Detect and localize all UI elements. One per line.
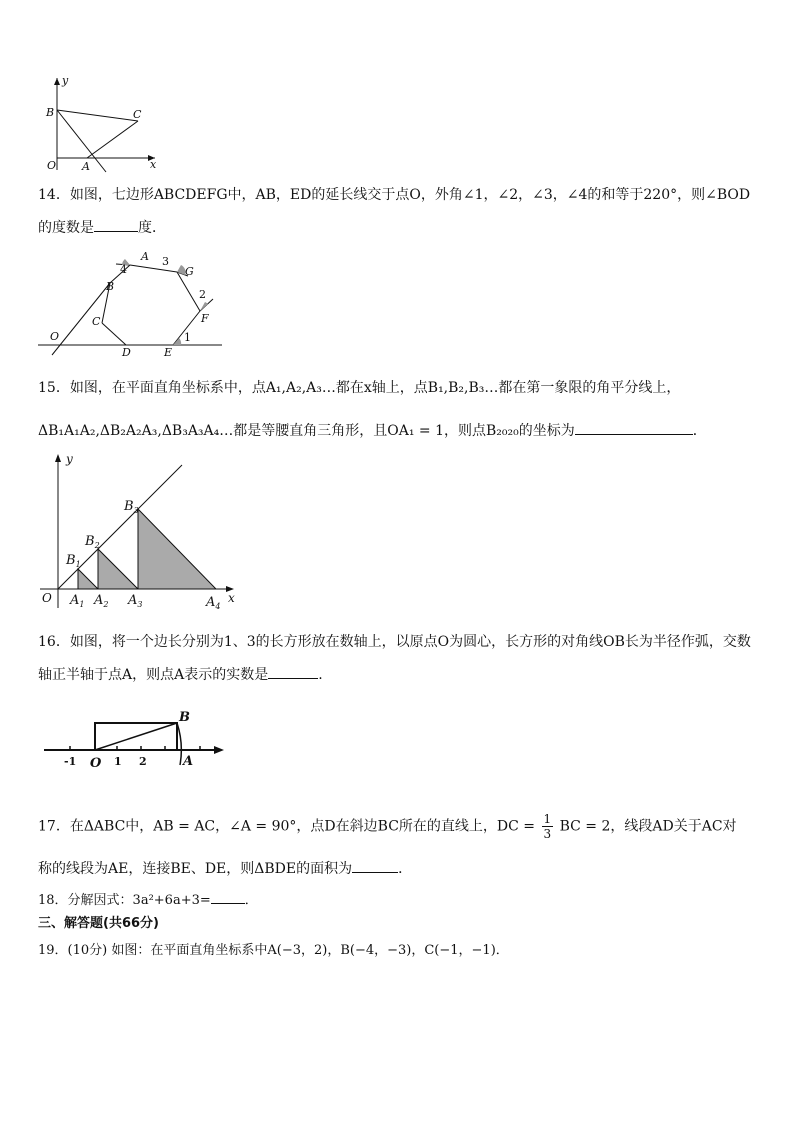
q19-line: 19．(10分) 如图：在平面直角坐标系中A(−3，2)，B(−4，−3)，C(−1，−1)． [38,943,509,958]
q14-line2 [38,217,166,238]
label-A: A [183,754,194,769]
label-O: O [42,591,52,605]
section-heading: 三、解答题(共66分) [38,916,159,931]
label-O: O [50,330,60,343]
label-1: 1 [184,331,191,344]
q16-line1: 16．如图，将一个边长分别为1、3的长方形放在数轴上，以原点O为圆心，长方形的对角线OB长为半径作弧，交数 [38,634,751,650]
label-C: C [133,108,142,121]
label-B: B [106,280,115,293]
q18-post: ． [244,893,258,908]
q16-line2-pre: 轴正半轴于点A，则点A表示的实数是 [38,667,269,683]
answer-blank-q18[interactable] [211,889,245,904]
q17-line2-pre: 称的线段为AE，连接BE、DE，则ΔBDE的面积为 [38,861,353,877]
label-C: C [92,315,101,328]
label-A4: $A_4$ [206,595,221,611]
answer-blank-q14[interactable] [94,217,138,232]
label-B: B [46,106,55,119]
q17-line2 [38,858,412,879]
q17-fraction [542,812,554,841]
figure-q16 [40,705,230,775]
figure-q15 [30,450,250,615]
label-y: y [66,452,73,466]
q16-line2 [38,664,323,685]
label-E: E [164,346,173,359]
q14-line1: 14．如图，七边形ABCDEFG中，AB，ED的延长线交于点O，外角∠1，∠2，∠3，∠4的和等于220°，则∠BOD [38,187,751,203]
q16-line2-post: . [318,667,323,683]
q17-pre: 17．在ΔABC中，AB = AC，∠A = 90°，点D在斜边BC所在的直线上，DC = [38,818,536,835]
q17-line1 [38,812,737,841]
label-4: 4 [120,263,127,276]
label-A2: $A_2$ [94,593,109,609]
q14-line2-pre: 的度数是 [38,220,94,236]
label-x: x [150,158,157,171]
q17-post: BC = 2，线段AD关于AC对 [559,818,737,835]
q15-line2-post: ． [692,423,707,439]
fraction-numerator: 1 [543,812,552,826]
q18-pre: 18．分解因式：3a²+6a+3= [38,893,211,908]
label-y: y [62,74,69,87]
answer-blank-q15[interactable] [575,420,693,435]
label-B2: $B_2$ [85,534,100,550]
q17-line2-post: ． [398,861,413,877]
q18-line [38,889,258,911]
q15-line1: 15．如图，在平面直角坐标系中，点A₁,A₂,A₃…都在x轴上，点B₁,B₂,B₃…都在第一象限的角平分线上， [38,380,681,396]
tick-2: 2 [139,755,147,768]
label-D: D [122,346,131,359]
tick-1: 1 [114,755,122,768]
q14-line2-post: 度． [138,220,166,236]
label-F: F [201,312,209,325]
label-A1: $A_1$ [70,593,85,609]
q15-line2-pre: ΔB₁A₁A₂,ΔB₂A₂A₃,ΔB₃A₃A₄…都是等腰直角三角形，且OA₁ = 1，则点B₂₀₂₀的坐标为 [38,423,575,439]
label-B: B [179,710,190,725]
fraction-denominator: 3 [543,827,552,841]
label-O: O [90,756,102,771]
label-3: 3 [162,255,169,268]
q15-line2 [38,420,707,441]
label-A3: $A_3$ [128,593,143,609]
answer-blank-q17[interactable] [352,858,398,873]
label-2: 2 [199,288,206,301]
label-G: G [185,265,194,278]
label-B3: $B_3$ [124,499,139,515]
figure-q14 [30,245,230,360]
label-x: x [228,591,235,605]
figure-q13 [30,70,170,180]
answer-blank-q16[interactable] [268,664,318,679]
label-A: A [82,160,90,173]
label-O: O [47,159,57,172]
label-A: A [141,250,149,263]
label-B1: $B_1$ [66,553,81,569]
tick-minus1: -1 [64,755,77,768]
